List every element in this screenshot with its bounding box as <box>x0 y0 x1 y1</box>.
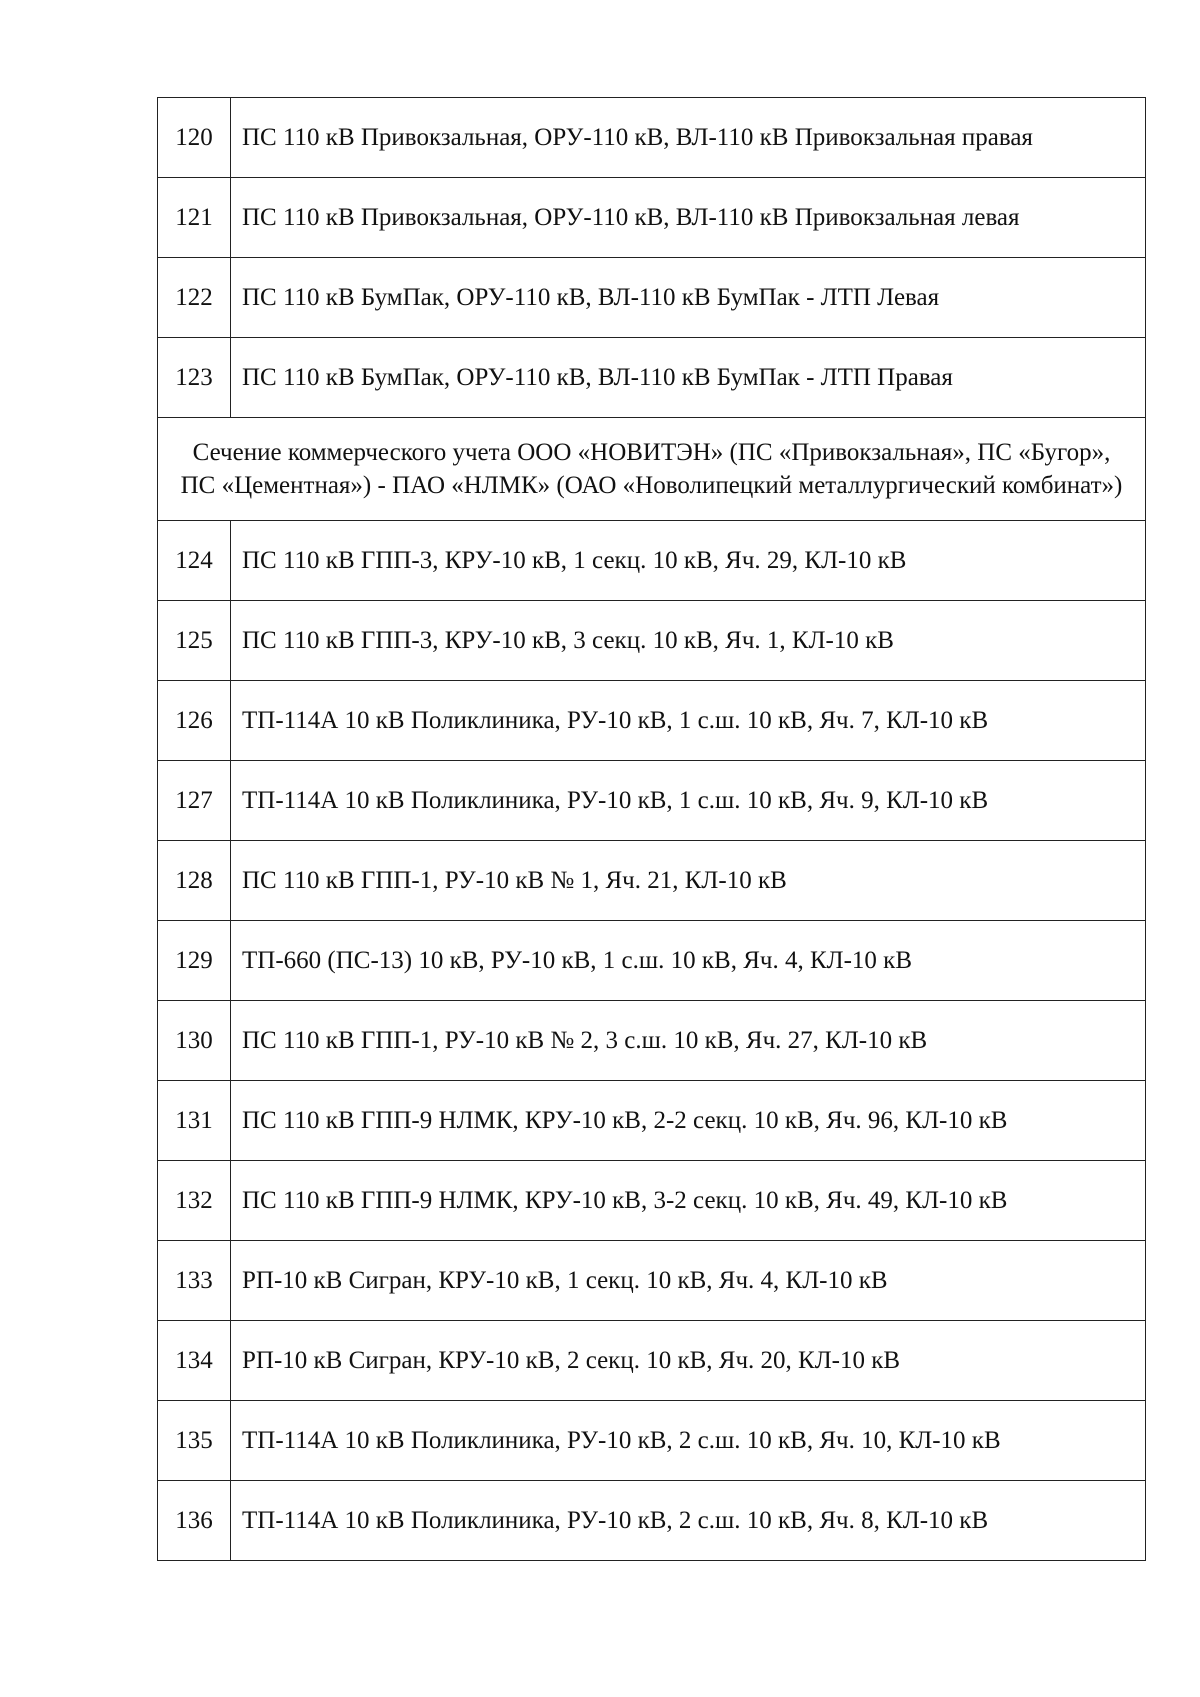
row-description: ПС 110 кВ ГПП-3, КРУ-10 кВ, 1 секц. 10 кВ, Яч. 29, КЛ-10 кВ <box>231 521 1146 601</box>
section-heading-row <box>158 418 1146 521</box>
row-description: ПС 110 кВ БумПак, ОРУ-110 кВ, ВЛ-110 кВ БумПак - ЛТП Левая <box>231 258 1146 338</box>
table-row <box>158 681 1146 761</box>
row-description: ТП-660 (ПС-13) 10 кВ, РУ-10 кВ, 1 с.ш. 10 кВ, Яч. 4, КЛ-10 кВ <box>231 921 1146 1001</box>
row-description: ПС 110 кВ ГПП-9 НЛМК, КРУ-10 кВ, 2-2 секц. 10 кВ, Яч. 96, КЛ-10 кВ <box>231 1081 1146 1161</box>
row-description: ПС 110 кВ Привокзальная, ОРУ-110 кВ, ВЛ-110 кВ Привокзальная левая <box>231 178 1146 258</box>
row-description: ТП-114А 10 кВ Поликлиника, РУ-10 кВ, 2 с.ш. 10 кВ, Яч. 10, КЛ-10 кВ <box>231 1401 1146 1481</box>
table-row <box>158 1401 1146 1481</box>
row-number: 127 <box>158 761 231 841</box>
row-number: 130 <box>158 1001 231 1081</box>
row-number: 128 <box>158 841 231 921</box>
table-row <box>158 761 1146 841</box>
row-description: ПС 110 кВ ГПП-9 НЛМК, КРУ-10 кВ, 3-2 секц. 10 кВ, Яч. 49, КЛ-10 кВ <box>231 1161 1146 1241</box>
table-row <box>158 921 1146 1001</box>
table-row <box>158 178 1146 258</box>
table-row <box>158 258 1146 338</box>
row-number: 120 <box>158 98 231 178</box>
row-number: 123 <box>158 338 231 418</box>
row-number: 121 <box>158 178 231 258</box>
row-number: 132 <box>158 1161 231 1241</box>
row-number: 134 <box>158 1321 231 1401</box>
row-number: 133 <box>158 1241 231 1321</box>
table-row <box>158 841 1146 921</box>
row-description: ТП-114А 10 кВ Поликлиника, РУ-10 кВ, 1 с.ш. 10 кВ, Яч. 9, КЛ-10 кВ <box>231 761 1146 841</box>
row-description: ТП-114А 10 кВ Поликлиника, РУ-10 кВ, 1 с.ш. 10 кВ, Яч. 7, КЛ-10 кВ <box>231 681 1146 761</box>
table-row <box>158 338 1146 418</box>
table-row <box>158 1161 1146 1241</box>
row-description: ТП-114А 10 кВ Поликлиника, РУ-10 кВ, 2 с.ш. 10 кВ, Яч. 8, КЛ-10 кВ <box>231 1481 1146 1561</box>
table-row <box>158 601 1146 681</box>
row-description: ПС 110 кВ ГПП-1, РУ-10 кВ № 1, Яч. 21, КЛ-10 кВ <box>231 841 1146 921</box>
row-description: ПС 110 кВ БумПак, ОРУ-110 кВ, ВЛ-110 кВ БумПак - ЛТП Правая <box>231 338 1146 418</box>
row-description: ПС 110 кВ ГПП-3, КРУ-10 кВ, 3 секц. 10 кВ, Яч. 1, КЛ-10 кВ <box>231 601 1146 681</box>
table-row <box>158 1481 1146 1561</box>
row-number: 126 <box>158 681 231 761</box>
table-row <box>158 1081 1146 1161</box>
row-number: 135 <box>158 1401 231 1481</box>
row-description: ПС 110 кВ Привокзальная, ОРУ-110 кВ, ВЛ-110 кВ Привокзальная правая <box>231 98 1146 178</box>
table-row <box>158 1241 1146 1321</box>
row-number: 125 <box>158 601 231 681</box>
row-number: 131 <box>158 1081 231 1161</box>
table-row <box>158 1321 1146 1401</box>
table-row <box>158 98 1146 178</box>
row-number: 136 <box>158 1481 231 1561</box>
row-number: 129 <box>158 921 231 1001</box>
row-description: РП-10 кВ Сигран, КРУ-10 кВ, 1 секц. 10 кВ, Яч. 4, КЛ-10 кВ <box>231 1241 1146 1321</box>
row-number: 124 <box>158 521 231 601</box>
row-number: 122 <box>158 258 231 338</box>
section-heading: Сечение коммерческого учета ООО «НОВИТЭН» (ПС «Привокзальная», ПС «Бугор», ПС «Цементная») - ПАО «НЛМК» (ОАО «Новолипецкий металлургический комбинат») <box>158 418 1146 521</box>
row-description: РП-10 кВ Сигран, КРУ-10 кВ, 2 секц. 10 кВ, Яч. 20, КЛ-10 кВ <box>231 1321 1146 1401</box>
table-row <box>158 1001 1146 1081</box>
metering-points-table <box>157 97 1146 1561</box>
table-row <box>158 521 1146 601</box>
row-description: ПС 110 кВ ГПП-1, РУ-10 кВ № 2, 3 с.ш. 10 кВ, Яч. 27, КЛ-10 кВ <box>231 1001 1146 1081</box>
